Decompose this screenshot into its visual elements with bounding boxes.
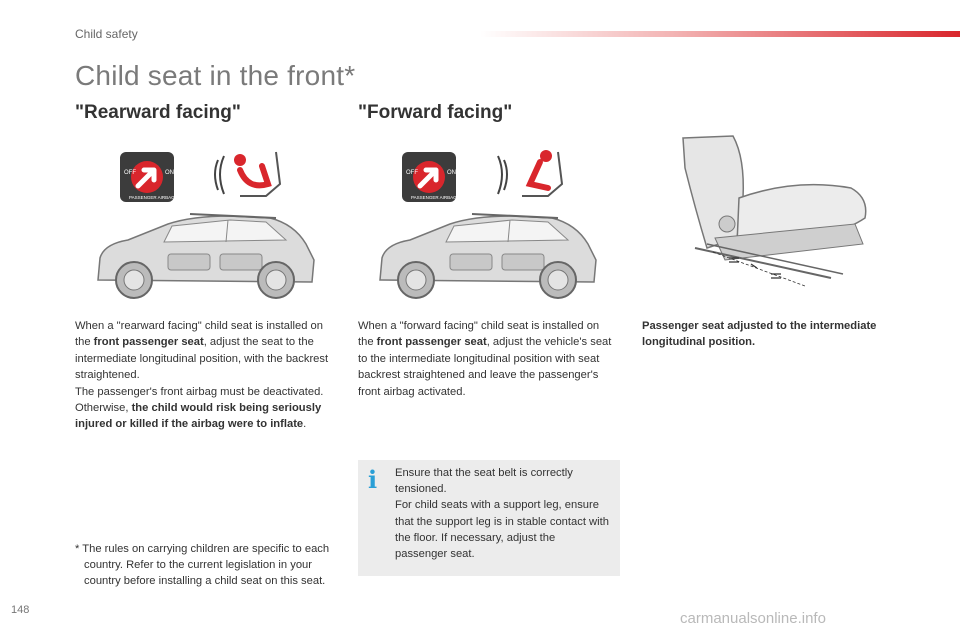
page-title: Child seat in the front* (75, 60, 356, 91)
airbag-off-label: OFF (124, 170, 136, 176)
forward-facing-heading: "Forward facing" (358, 102, 513, 123)
forward-child-seat-icon (498, 150, 562, 196)
airbag-on-label: ON (165, 170, 174, 176)
rearward-facing-heading: "Rearward facing" (75, 102, 241, 123)
section-title: Child safety (75, 27, 138, 41)
rearward-facing-illustration (80, 140, 330, 310)
header-accent-bar (480, 31, 960, 37)
footnote: * The rules on carrying children are specific to each country. Refer to the current legislation in your country before installing a child seat on this seat. (75, 543, 330, 588)
airbag-on-icon (402, 152, 457, 202)
watermark: carmanualsonline.info (680, 610, 826, 627)
seat-icon (683, 136, 866, 278)
info-box (358, 460, 620, 576)
airbag-off-icon (120, 152, 175, 202)
forward-facing-text: When a "forward facing" child seat is installed on the front passenger seat, adjust the vehicle's seat to the intermediate longitudinal position with seat backrest straightened and leave the passenger's front airbag activated. (358, 320, 612, 398)
seat-caption: Passenger seat adjusted to the intermediate longitudinal position. (642, 320, 877, 349)
car-side-icon (98, 214, 314, 298)
airbag-off-label: OFF (406, 170, 418, 176)
page-number: 148 (11, 604, 30, 616)
rearward-child-seat-icon (215, 152, 280, 196)
rearward-facing-text: When a "rearward facing" child seat is installed on the front passenger seat, adjust the seat to the intermediate longitudinal position, with the backrest straightened. The passenger's front airbag must be deactivated. Otherwise, the child would risk being seriously injured or killed if the airbag were to inflate. (75, 320, 329, 431)
airbag-on-label: ON (447, 170, 456, 176)
info-text: Ensure that the seat belt is correctly tensioned. For child seats with a support leg, ensure that the support leg is in stable contact with the floor. If necessary, adjust the passenger seat. (395, 467, 609, 561)
forward-facing-illustration (362, 140, 612, 310)
passenger-airbag-label: PASSENGER AIRBAG (411, 195, 457, 200)
car-side-icon (380, 214, 596, 298)
info-icon: i (368, 465, 378, 494)
passenger-airbag-label: PASSENGER AIRBAG (129, 195, 175, 200)
passenger-seat-illustration (655, 128, 885, 300)
